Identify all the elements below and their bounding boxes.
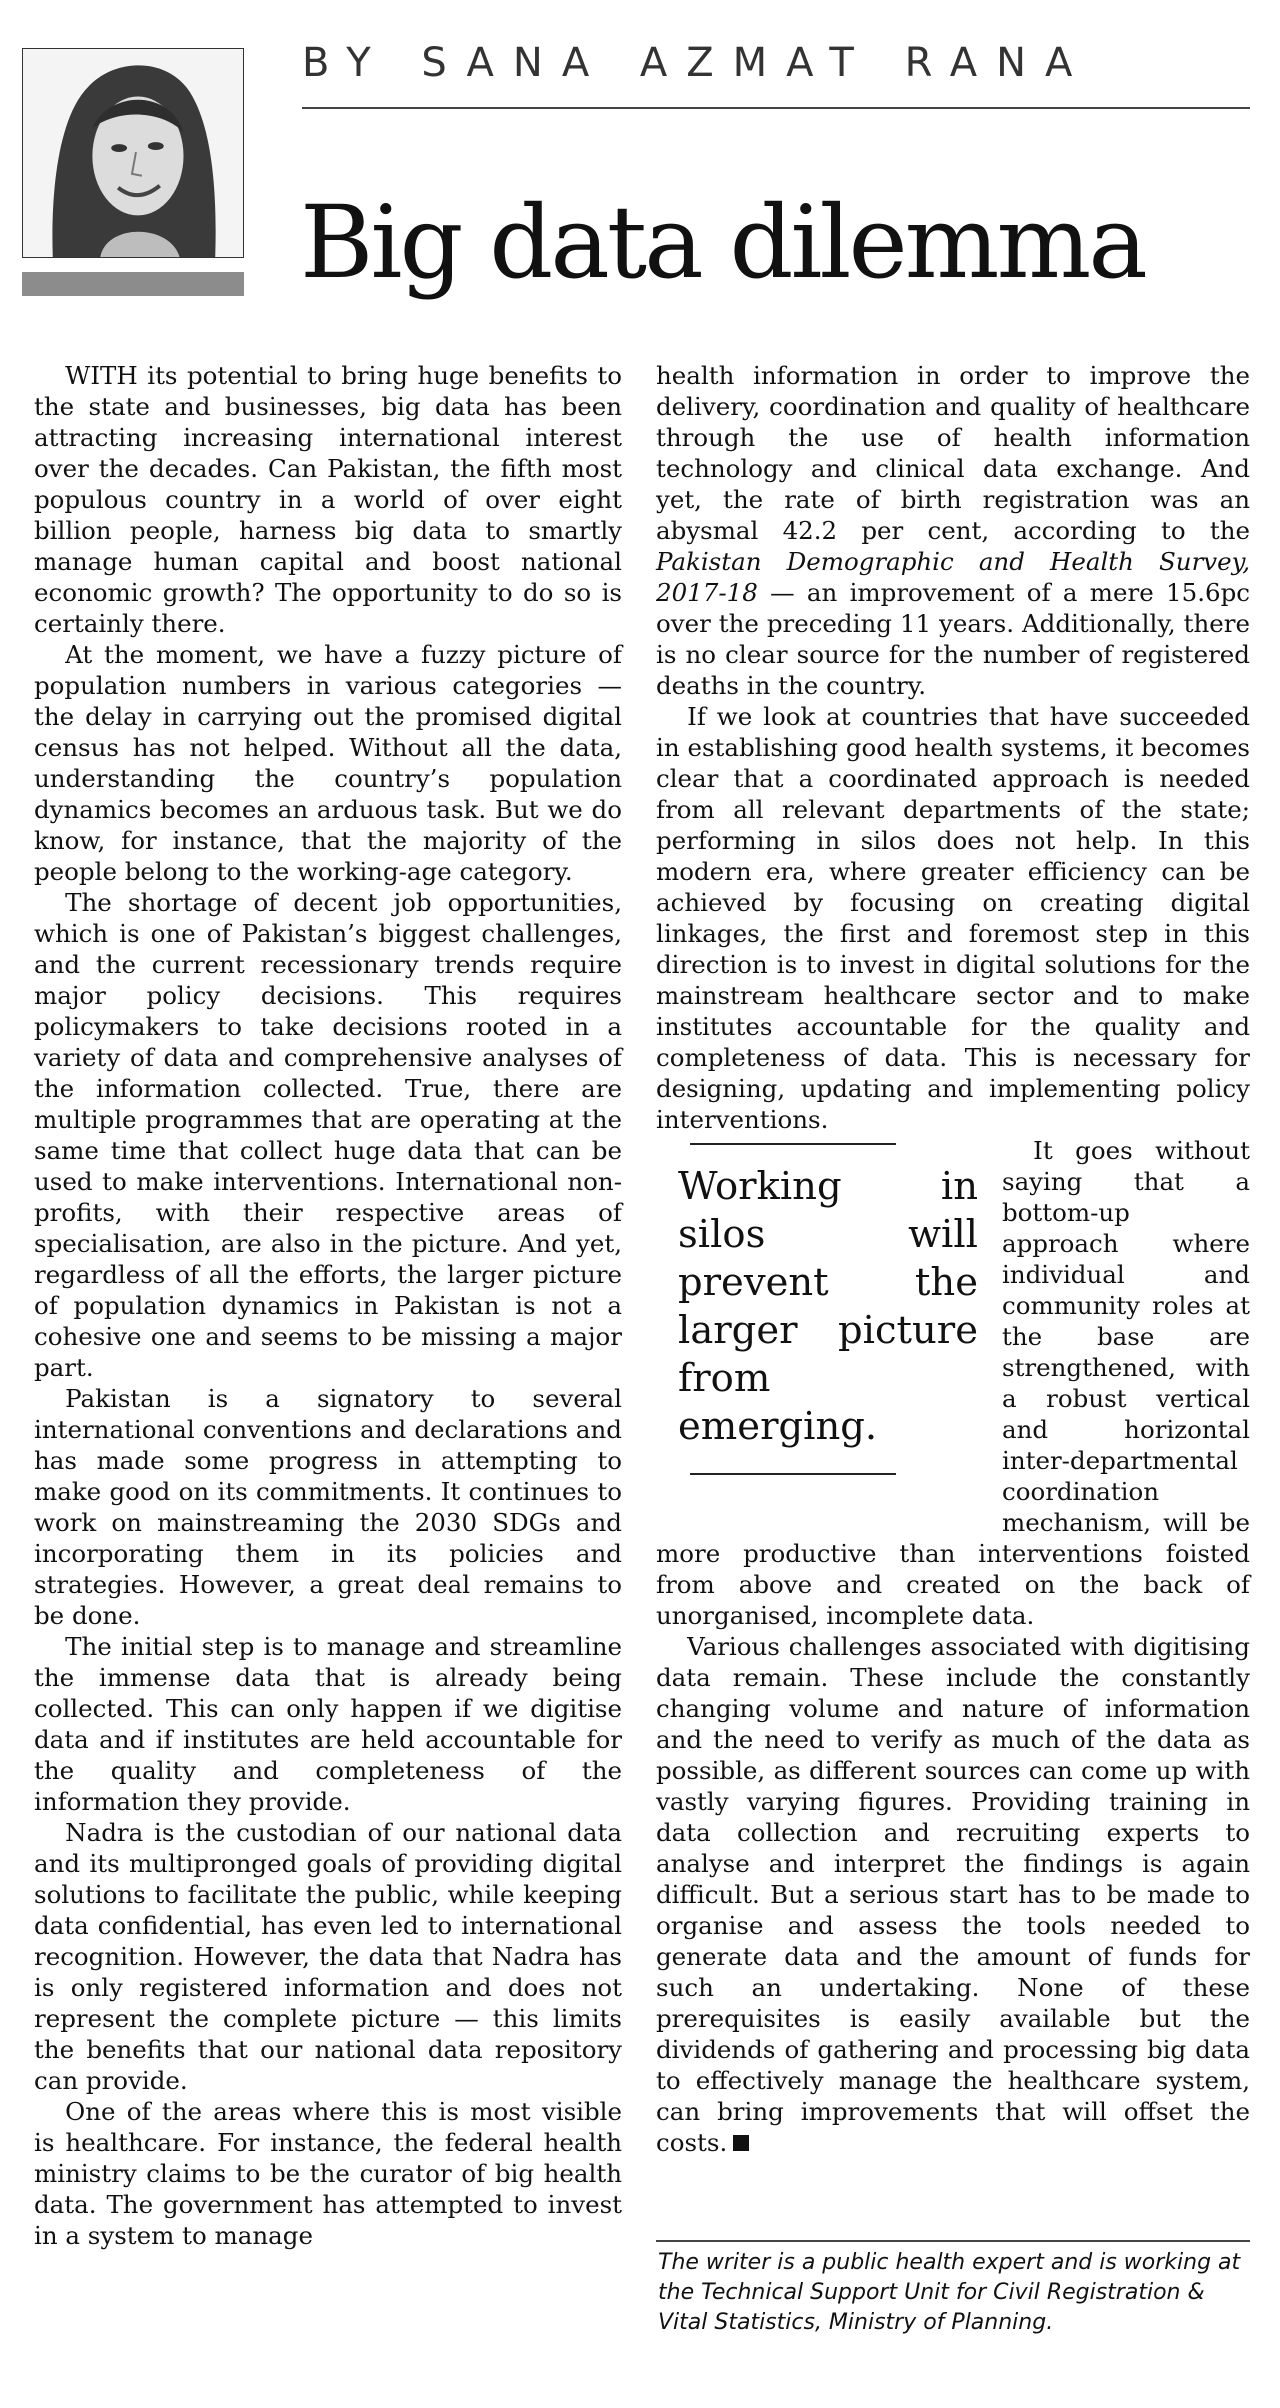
paragraph-9: If we look at countries that have succeeded in establishing good health systems, it becomes clear that a coordinated approach is needed from all relevant departments of the state; performing in silos does not help. In this modern era, where greater efficiency can be achieved by focusing on creating digital linkages, the first and foremost step in this direction is to invest in digital solutions for the mainstream healthcare sector and to make institutes accountable for the quality and completeness of data. This is necessary for designing, updating and implementing policy interventions. (656, 702, 1250, 1134)
black-square-end-mark-icon (733, 2135, 749, 2151)
byline: BY SANA AZMAT RANA (302, 40, 1092, 86)
article-right-column (656, 360, 1250, 2158)
paragraph-6: Nadra is the custodian of our national data and its multipronged goals of providing digital solutions to facilitate the public, while keeping data confidential, has even led to international recognition. However, the data that Nadra has is only registered information and does not represent the complete picture — this limits the benefits that our national data repository can provide. (34, 1818, 622, 2095)
paragraph-8-text-b: — an improvement of a mere 15.6pc over the preceding 11 years. Additionally, there is no clear source for the number of registered deaths in the country. (656, 578, 1250, 700)
paragraph-5: The initial step is to manage and streamline the immense data that is already being collected. This can only happen if we digitise data and if institutes are held accountable for the quality and completeness of the information they provide. (34, 1632, 622, 1816)
paragraph-2: At the moment, we have a fuzzy picture of population numbers in various categories — the delay in carrying out the promised digital census has not helped. Without all the data, understanding the country’s population dynamics becomes an arduous task. But we do know, for instance, that the majority of the people belong to the working-age category. (34, 640, 622, 886)
byline-rule (302, 107, 1250, 109)
paragraph-1: WITH its potential to bring huge benefits to the state and businesses, big data has been attracting increasing international interest over the decades. Can Pakistan, the fifth most populous country in a world of over eight billion people, harness big data to smartly manage human capital and boost national economic growth? The opportunity to do so is certainly there. (34, 361, 622, 638)
paragraph-3: The shortage of decent job opportunities, which is one of Pakistan’s biggest challenges, and the current recessionary trends require major policy decisions. This requires policymakers to take decisions rooted in a variety of data and comprehensive analyses of the information collected. True, there are multiple programmes that are operating at the same time that collect huge data that can be used to make interventions. International non-profits, with their respective areas of specialisation, are also in the picture. And yet, regardless of all the efforts, the larger picture of population dynamics in Pakistan is not a cohesive one and seems to be missing a major part. (34, 888, 622, 1382)
pull-quote-top-rule (690, 1143, 896, 1145)
author-photo (22, 48, 244, 258)
paragraph-4: Pakistan is a signatory to several international conventions and declarations and has made some progress in attempting to make good on its commitments. It continues to work on mainstreaming the 2030 SDGs and incorporating them in its policies and strategies. However, a great deal remains to be done. (34, 1384, 622, 1630)
survey-title: Pakistan Demographic and Health Survey, 2017-18 (656, 547, 1250, 607)
pull-quote-bottom-rule (690, 1473, 896, 1475)
paragraph-11-text: Various challenges associated with digitising data remain. These include the constantly changing volume and nature of information and the need to verify as much of the data as possible, as different sources can come up with vastly varying figures. Providing training in data collection and recruiting experts to analyse and interpret the findings is again difficult. But a serious start has to be made to organise and assess the tools needed to generate data and the amount of funds for such an undertaking. None of these prerequisites is easily available but the dividends of gathering and processing big data to effectively manage the healthcare system, can bring improvements that will offset the costs. (656, 1632, 1250, 2157)
photo-caption-bar (22, 272, 244, 296)
author-portrait-icon (23, 49, 243, 257)
pull-quote-text: Working in silos will prevent the larger picture from emerging. (678, 1164, 978, 1449)
footer-rule (656, 2240, 1250, 2242)
paragraph-10: It goes without saying that a bottom-up approach where individual and community roles at the base are strengthened, with a robust vertical and horizontal inter-departmental coordination mechanism, will be more productive than interventions foisted from above and created on the back of unorganised, incomplete data. (656, 1136, 1250, 1630)
paragraph-8 (656, 360, 1250, 701)
author-note: The writer is a public health expert and is working at the Technical Support Unit for Civil Registration & Vital Statistics, Ministry of Planning. (658, 2250, 1241, 2335)
headline: Big data dilemma (300, 184, 1145, 301)
paragraph-7: One of the areas where this is most visible is healthcare. For instance, the federal health ministry claims to be the curator of big health data. The government has attempted to invest in a system to manage (34, 2097, 622, 2250)
pull-quote (656, 1139, 982, 1509)
article-left-column (34, 360, 622, 2251)
paragraph-11 (656, 1631, 1250, 2158)
paragraph-8-text-a: health information in order to improve the delivery, coordination and quality of healthcare through the use of health information technology and clinical data exchange. And yet, the rate of birth registration was an abysmal 42.2 per cent, according to the (656, 361, 1250, 545)
